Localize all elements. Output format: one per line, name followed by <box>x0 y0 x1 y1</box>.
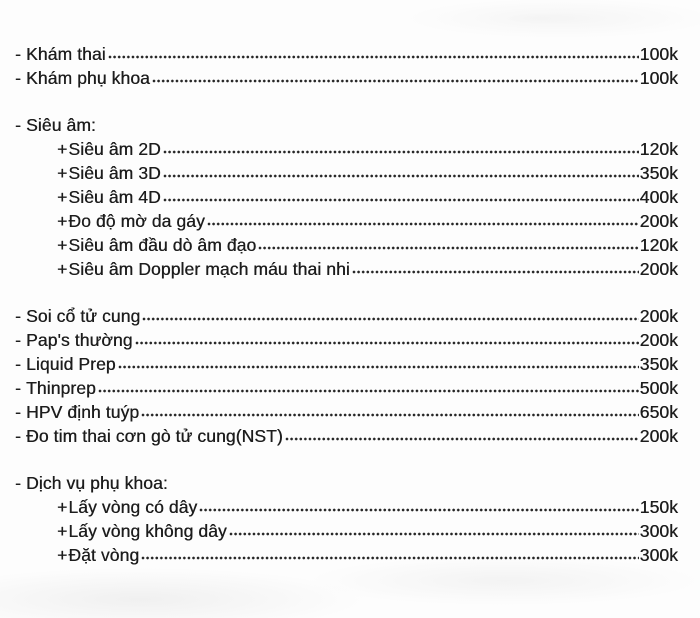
item-price: 300k <box>639 545 678 565</box>
item-label: Siêu âm 2D <box>68 139 161 159</box>
item-price: 300k <box>639 521 678 541</box>
item-price: 200k <box>639 211 678 231</box>
dot-leader <box>141 556 638 560</box>
item-bullet: - <box>15 115 21 135</box>
price-row <box>15 257 678 281</box>
item-price: 200k <box>639 330 678 350</box>
item-bullet: - <box>15 68 21 88</box>
item-bullet: + <box>57 211 68 231</box>
price-row <box>15 400 678 424</box>
item-bullet: - <box>15 378 21 398</box>
dot-leader <box>207 222 639 226</box>
item-price: 100k <box>639 68 678 88</box>
price-row <box>15 185 678 209</box>
dot-leader <box>163 150 639 154</box>
section-header-row <box>15 113 678 137</box>
price-row <box>15 42 678 66</box>
item-label: Đặt vòng <box>68 545 140 565</box>
price-row <box>15 66 678 90</box>
price-row <box>15 233 678 257</box>
dot-leader <box>98 389 639 393</box>
dot-leader <box>163 174 639 178</box>
dot-leader <box>285 437 639 441</box>
price-row <box>15 376 678 400</box>
price-row <box>15 209 678 233</box>
item-price: 200k <box>639 259 678 279</box>
item-bullet: - <box>15 402 21 422</box>
price-section-2 <box>15 113 678 281</box>
item-label: HPV định tuýp <box>26 402 140 422</box>
item-bullet: + <box>57 163 68 183</box>
item-bullet: + <box>57 259 68 279</box>
item-price: 150k <box>639 497 678 517</box>
item-bullet: + <box>57 521 68 541</box>
price-list <box>15 42 678 567</box>
item-bullet: + <box>57 139 68 159</box>
item-label: Đo độ mờ da gáy <box>68 211 205 231</box>
item-bullet: - <box>15 473 21 493</box>
item-price: 350k <box>639 163 678 183</box>
price-row <box>15 328 678 352</box>
price-row <box>15 543 678 567</box>
item-bullet: - <box>15 426 21 446</box>
dot-leader <box>118 365 639 369</box>
price-row <box>15 495 678 519</box>
dot-leader <box>199 508 638 512</box>
item-bullet: + <box>57 187 68 207</box>
dot-leader <box>258 246 638 250</box>
price-row <box>15 137 678 161</box>
dot-leader <box>142 317 638 321</box>
dot-leader <box>108 55 639 59</box>
item-price: 400k <box>639 187 678 207</box>
item-price: 200k <box>639 426 678 446</box>
item-label: Đo tim thai cơn gò tử cung(NST) <box>26 426 283 446</box>
item-bullet: - <box>15 354 21 374</box>
item-label: Siêu âm đầu dò âm đạo <box>68 235 257 255</box>
price-row <box>15 304 678 328</box>
item-price: 350k <box>639 354 678 374</box>
item-bullet: + <box>57 235 68 255</box>
price-section-1 <box>15 42 678 90</box>
item-label: Khám phụ khoa <box>26 68 150 88</box>
price-row <box>15 161 678 185</box>
dot-leader <box>152 79 639 83</box>
item-label: Soi cổ tử cung <box>26 306 141 326</box>
item-price: 120k <box>639 139 678 159</box>
dot-leader <box>135 341 639 345</box>
item-bullet: - <box>15 44 21 64</box>
item-price: 120k <box>639 235 678 255</box>
dot-leader <box>352 270 639 274</box>
item-label: Lấy vòng không dây <box>68 521 227 541</box>
item-label: Liquid Prep <box>26 354 116 374</box>
item-label: Siêu âm 3D <box>68 163 161 183</box>
item-price: 650k <box>639 402 678 422</box>
item-label: Dịch vụ phụ khoa: <box>26 473 168 493</box>
item-label: Lấy vòng có dây <box>68 497 198 517</box>
price-section-3 <box>15 304 678 448</box>
price-row <box>15 424 678 448</box>
price-row <box>15 352 678 376</box>
item-label: Khám thai <box>26 44 106 64</box>
item-price: 100k <box>639 44 678 64</box>
item-label: Siêu âm 4D <box>68 187 161 207</box>
item-bullet: + <box>57 497 68 517</box>
dot-leader <box>163 198 639 202</box>
item-price: 200k <box>639 306 678 326</box>
price-row <box>15 519 678 543</box>
item-label: Siêu âm Doppler mạch máu thai nhi <box>68 259 350 279</box>
dot-leader <box>229 532 639 536</box>
dot-leader <box>141 413 638 417</box>
item-bullet: + <box>57 545 68 565</box>
item-bullet: - <box>15 306 21 326</box>
price-section-4 <box>15 471 678 567</box>
item-label: Pap's thường <box>26 330 133 350</box>
section-header-row <box>15 471 678 495</box>
item-price: 500k <box>639 378 678 398</box>
item-label: Siêu âm: <box>26 115 96 135</box>
item-label: Thinprep <box>26 378 96 398</box>
item-bullet: - <box>15 330 21 350</box>
